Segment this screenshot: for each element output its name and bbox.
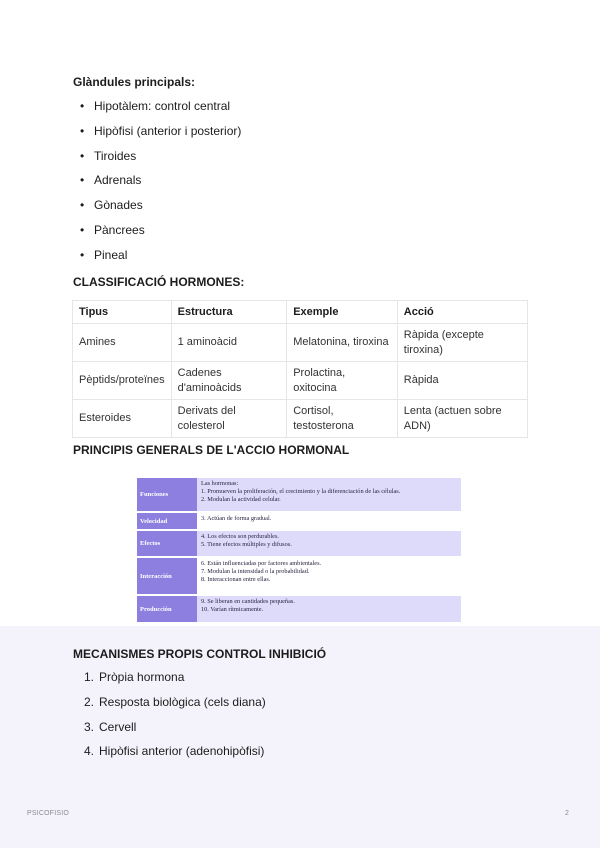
principle-content <box>197 478 461 511</box>
principle-line: Las hormonas: <box>201 480 239 487</box>
principle-line: 7. Modulan la intensidad o la probabilidad. <box>201 568 310 576</box>
item-number: 1. <box>83 670 94 684</box>
principle-label: Producción <box>137 596 197 622</box>
principle-content <box>197 558 461 594</box>
table-cell: Melatonina, tiroxina <box>287 324 398 362</box>
principle-line: 10. Varían rítmicamente. <box>201 606 264 614</box>
footer-title: PSICOFISIO <box>27 810 70 817</box>
principle-line: 8. Interaccionan entre ellas. <box>201 576 271 584</box>
table-cell: Cadenes d'aminoàcids <box>171 362 287 400</box>
item-text: Pròpia hormona <box>99 670 185 684</box>
principle-row <box>137 531 461 558</box>
principle-content <box>197 531 461 556</box>
table-cell: 1 aminoàcid <box>171 324 287 362</box>
column-header: Acció <box>397 301 527 324</box>
principle-line: 5. Tiene efectos múltiples y difusos. <box>201 541 292 549</box>
table-cell: Ràpida (excepte tiroxina) <box>397 324 527 362</box>
column-header: Estructura <box>171 301 287 324</box>
principle-label: Funciones <box>137 478 197 511</box>
hormones-table <box>72 300 528 438</box>
list-item: • Hipotàlem: control central <box>73 94 373 119</box>
table-row <box>73 400 528 438</box>
principle-content <box>197 513 461 529</box>
list-item: • Gònades <box>73 193 373 218</box>
principle-line: 4. Los efectos son perdurables. <box>201 533 279 540</box>
principle-row <box>137 558 461 596</box>
list-item: • Hipòfisi (anterior i posterior) <box>73 119 373 144</box>
principle-line: 6. Están influenciadas por factores ambientales. <box>201 560 322 567</box>
item-number: 2. <box>83 694 94 709</box>
principle-row <box>137 596 461 622</box>
table-row <box>73 362 528 400</box>
principle-row <box>137 513 461 531</box>
item-text: Resposta biològica (cels diana) <box>99 694 266 709</box>
list-item <box>73 715 266 740</box>
column-header: Tipus <box>73 301 172 324</box>
list-item <box>73 665 266 690</box>
table-cell: Pèptids/proteïnes <box>73 362 172 400</box>
principle-line: 2. Modulan la actividad celular. <box>201 496 281 504</box>
table-row <box>73 324 528 362</box>
principle-label: Interacción <box>137 558 197 594</box>
principle-line: 3. Actúan de forma gradual. <box>201 515 272 522</box>
list-item <box>73 739 266 764</box>
mechanisms-list <box>73 665 266 764</box>
table-cell: Esteroides <box>73 400 172 438</box>
list-item <box>73 690 266 715</box>
item-number: 3. <box>83 719 94 734</box>
principle-content <box>197 596 461 622</box>
glands-heading: Glàndules principals: <box>73 75 196 89</box>
principles-figure <box>137 478 461 622</box>
item-text: Hipòfisi anterior (adenohipòfisi) <box>99 744 265 759</box>
principle-line: 9. Se liberan en cantidades pequeñas. <box>201 598 295 605</box>
item-text: Cervell <box>99 719 137 734</box>
table-cell: Cortisol, testosterona <box>287 400 398 438</box>
list-item: • Tiroides <box>73 144 373 169</box>
list-item: • Pàncrees <box>73 218 373 243</box>
table-cell: Ràpida <box>397 362 527 400</box>
table-cell: Derivats del colesterol <box>171 400 287 438</box>
principles-heading: PRINCIPIS GENERALS DE L'ACCIO HORMONAL <box>73 443 350 457</box>
table-cell: Lenta (actuen sobre ADN) <box>397 400 527 438</box>
principle-line: 1. Promueven la proliferación, el crecimiento y la diferenciación de las células. <box>201 488 401 496</box>
principle-label: Efectos <box>137 531 197 556</box>
table-header-row <box>73 301 528 324</box>
list-item: • Pineal <box>73 243 373 268</box>
table-cell: Prolactina, oxitocina <box>287 362 398 400</box>
list-item: • Adrenals <box>73 168 373 193</box>
classification-heading: CLASSIFICACIÓ HORMONES: <box>73 275 245 289</box>
item-number: 4. <box>83 744 94 759</box>
page-number: 2 <box>565 810 569 817</box>
principle-row <box>137 478 461 513</box>
principle-label: Velocidad <box>137 513 197 529</box>
glands-list <box>73 94 373 268</box>
column-header: Exemple <box>287 301 398 324</box>
mechanisms-heading: MECANISMES PROPIS CONTROL INHIBICIÓ <box>73 647 327 661</box>
table-cell: Amines <box>73 324 172 362</box>
